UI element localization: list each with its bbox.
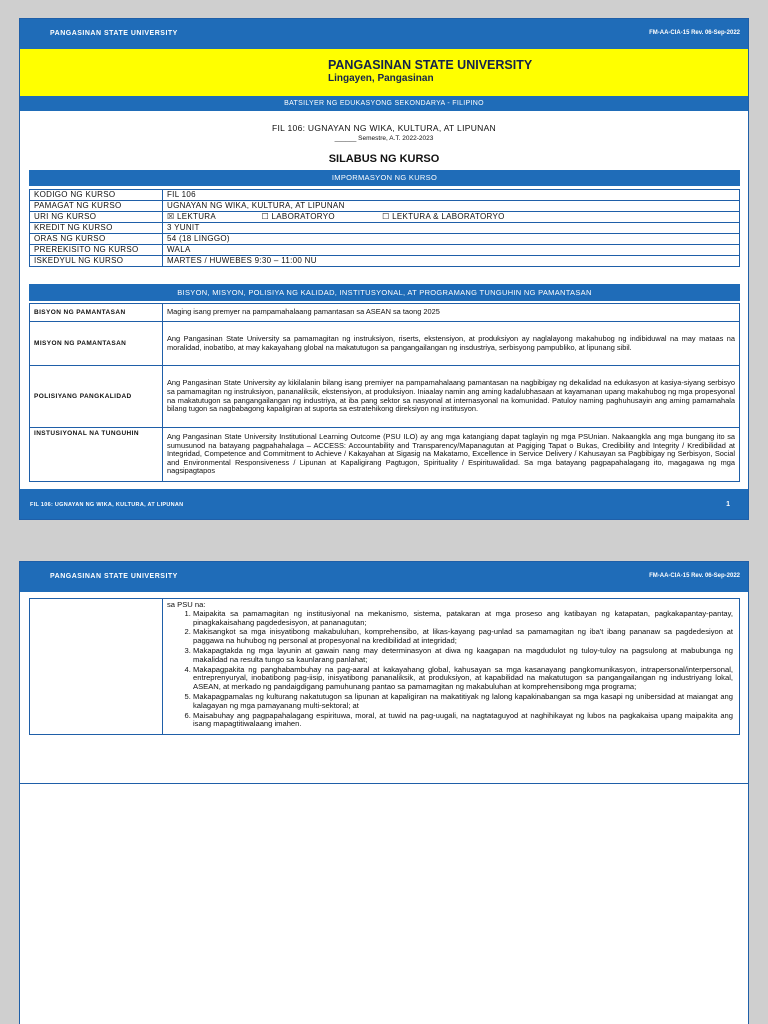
outcome-list [167, 610, 733, 729]
option-lektura [167, 212, 259, 222]
page-2 [19, 561, 749, 1024]
table-row [30, 190, 740, 201]
option-label: LABORATORYO [271, 212, 335, 221]
vision-mission-table [29, 303, 740, 482]
footer-course: FIL 106: UGNAYAN NG WIKA, KULTURA, AT LIPUNAN [30, 502, 184, 508]
info-value: UGNAYAN NG WIKA, KULTURA, AT LIPUNAN [163, 201, 740, 212]
course-type-options [163, 212, 740, 223]
header-form-code: FM-AA-CIA-15 Rev. 06-Sep-2022 [649, 573, 740, 579]
info-value: 54 (18 LINGGO) [163, 234, 740, 245]
checkbox-checked-icon: ☒ [167, 212, 175, 221]
header-bar [20, 19, 748, 49]
list-item: 5. Makapagpamalas ng kulturang nakatutugon sa lipunan at kapaligiran na makatitiyak ng lalong kapakinabangan sa mga kasapi ng unibersidad at maiangat ang kalagayan ng mga pamayanang multi-sektoral; at [193, 693, 733, 711]
info-value: WALA [163, 245, 740, 256]
option-laboratoryo [262, 212, 380, 222]
info-label: ORAS NG KURSO [30, 234, 163, 245]
vision-section-title: BISYON, MISYON, POLISIYA NG KALIDAD, INSTITUSYONAL, AT PROGRAMANG TUNGUHIN NG PAMANTASAN [29, 284, 740, 301]
course-line: FIL 106: UGNAYAN NG WIKA, KULTURA, AT LIPUNAN [271, 123, 496, 133]
header-bar [20, 562, 748, 592]
footer-bar [20, 489, 748, 519]
table-row [30, 212, 740, 223]
table-row [30, 428, 740, 482]
header-university: PANGASINAN STATE UNIVERSITY [50, 573, 178, 580]
info-section-title: IMPORMASYON NG KURSO [29, 170, 740, 186]
info-label: ISKEDYUL NG KURSO [30, 256, 163, 267]
continuation-table [29, 598, 740, 735]
syllabus-title: SILABUS NG KURSO [328, 153, 440, 165]
header-form-code: FM-AA-CIA-15 Rev. 06-Sep-2022 [649, 30, 740, 36]
vm-value: Ang Pangasinan State University ay kikilalanin bilang isang premiyer na pampamahalaang pamantasan na nagbibigay ng dekalidad na edukasyon at kasiya-siyang serbisyo sa pamamagitan ng instruksiyon, pananaliksik, ekstensiyon, at produksiyon. Iniaalay namin ang aming kadalubhasaan at kayamanan upang makahubog ng mga propesyonal na makatutugon sa pangangailangan ng industriya, at iba pang sektor sa nasyonal at internasyonal na komunidad. Patuloy naming paghuhusayin ang aming pamamahala bilang tugon sa nagbabagong kapaligiran at suporta sa estratehikong direksiyon ng institusyon. [163, 366, 740, 428]
page-1 [19, 18, 749, 520]
vm-label: INSTUSIYONAL NA TUNGUHIN [30, 428, 163, 482]
vm-label: BISYON NG PAMANTASAN [30, 304, 163, 322]
option-label: LEKTURA & LABORATORYO [392, 212, 505, 221]
university-banner [20, 49, 748, 96]
vm-label: MISYON NG PAMANTASAN [30, 322, 163, 366]
banner-university-name: PANGASINAN STATE UNIVERSITY [328, 58, 533, 72]
continuation-intro: sa PSU na: [167, 600, 206, 609]
list-item: 1. Maipakita sa pamamagitan ng institusiyonal na mekanismo, sistema, patakaran at mga proseso ang katibayan ng katapatan, pagkakapantay-pantay, pinagkakaisahang pagdedesisyon, at pananagutan; [193, 610, 733, 628]
info-value: MARTES / HUWEBES 9:30 – 11:00 NU [163, 256, 740, 267]
vm-value: Maging isang premyer na pampamahalaang pamantasan sa ASEAN sa taong 2025 [163, 304, 740, 322]
option-label: LEKTURA [177, 212, 217, 221]
table-row [30, 234, 740, 245]
info-label: URI NG KURSO [30, 212, 163, 223]
info-label: PAMAGAT NG KURSO [30, 201, 163, 212]
table-row [30, 201, 740, 212]
header-university: PANGASINAN STATE UNIVERSITY [50, 30, 178, 37]
list-item: 4. Makapagpakita ng panghabambuhay na pag-aaral at kakayahang global, kahusayan sa mga kasanayang pangkomunikasyon, intrapersonal/interpersonal, entreprenyuryal, inobatibong pag-iisip, inisyatibong pananaliksik, at produksiyon, at kapabilidad na makatutugon sa pangangailangan ng industriyang lokal, ASEAN, at merkado ng pandaigdigang pamuhunang pantao sa pamamagitan ng makabuluhan at komprehensibong mga programa; [193, 666, 733, 692]
info-label: KREDIT NG KURSO [30, 223, 163, 234]
banner-location: Lingayen, Pangasinan [328, 73, 434, 84]
table-row [30, 223, 740, 234]
vm-value: Ang Pangasinan State University sa pamamagitan ng instruksiyon, riserts, ekstensiyon, at produksiyon ay naglalayong makahubog ng indibiduwal na may mataas na moralidad, inobatibo, at may kakayahang global na makatutugon sa pangangailangan ng insdustriya, serbisyong pampubliko, at lipunang sibil. [163, 322, 740, 366]
vm-value: Ang Pangasinan State University Institutional Learning Outcome (PSU ILO) ay ang mga katangiang dapat taglayin ng mga PSUnian. Nakaangkla ang mga bungang ito sa sumusunod na batayang pagpahahalaga – ACCESS: Accountability and Transparency/Mapanagutan at Pagiging Tapat o Bukas, Credibility and Integrity / Kredibilidad at Integridad, Competence and Commitment to Achieve / Kakayahan at Sigasig na Makatamo, Excellence in Service Delivery / Kahusayan sa Pagbibigay ng Serbisyon, Social and Environmental Responsiveness / Lipunan at Kapaligirang Pagtugon, Spirituality / Espirituwalidad. Sa mga batayang pagpapahalagang ito, magagawa ng mga nagsipagtapos [163, 428, 740, 482]
semester-line: ______ Semestre, A.T. 2022-2023 [334, 135, 434, 142]
info-label: KODIGO NG KURSO [30, 190, 163, 201]
option-lektura-laboratoryo [382, 212, 505, 222]
table-row [30, 304, 740, 322]
info-value: FIL 106 [163, 190, 740, 201]
info-label: PREREKISITO NG KURSO [30, 245, 163, 256]
continuation-content [163, 599, 740, 735]
program-bar: BATSILYER NG EDUKASYONG SEKONDARYA - FILIPINO [20, 96, 748, 111]
table-row [30, 256, 740, 267]
list-item: 3. Makapagtakda ng mga layunin at gawain nang may determinasyon at diwa ng kaagapan na magdudulot ng tuloy-tuloy na pagsulong at mabubunga ng makalidad na resulta tungo sa kaunlarang panlahat; [193, 647, 733, 665]
footer-page-number: 1 [726, 501, 730, 508]
table-row [30, 599, 740, 735]
table-row [30, 366, 740, 428]
checkbox-unchecked-icon: ☐ [261, 212, 270, 221]
vm-label: POLISIYANG PANGKALIDAD [30, 366, 163, 428]
list-item: 6. Maisabuhay ang pagpapahalagang espirituwa, moral, at tuwid na pag-uugali, na nagtataguyod at naghihikayat ng lubos na pagkakaisa upang maipakita ang isang mapagtitiwalaang imahen. [193, 712, 733, 730]
course-info-table [29, 189, 740, 267]
info-value: 3 YUNIT [163, 223, 740, 234]
table-row [30, 322, 740, 366]
list-item: 2. Makisangkot sa mga inisyatibong makabuluhan, komprehensibo, at likas-kayang pag-unlad sa pamamagitan ng iba't ibang pananaw sa pagdedesiyon at paggawa na huhubog ng personal at propesyonal na kredibilidad at integridad; [193, 628, 733, 646]
checkbox-unchecked-icon: ☐ [382, 212, 390, 221]
divider [20, 783, 748, 784]
table-row [30, 245, 740, 256]
continuation-label-cell [30, 599, 163, 735]
